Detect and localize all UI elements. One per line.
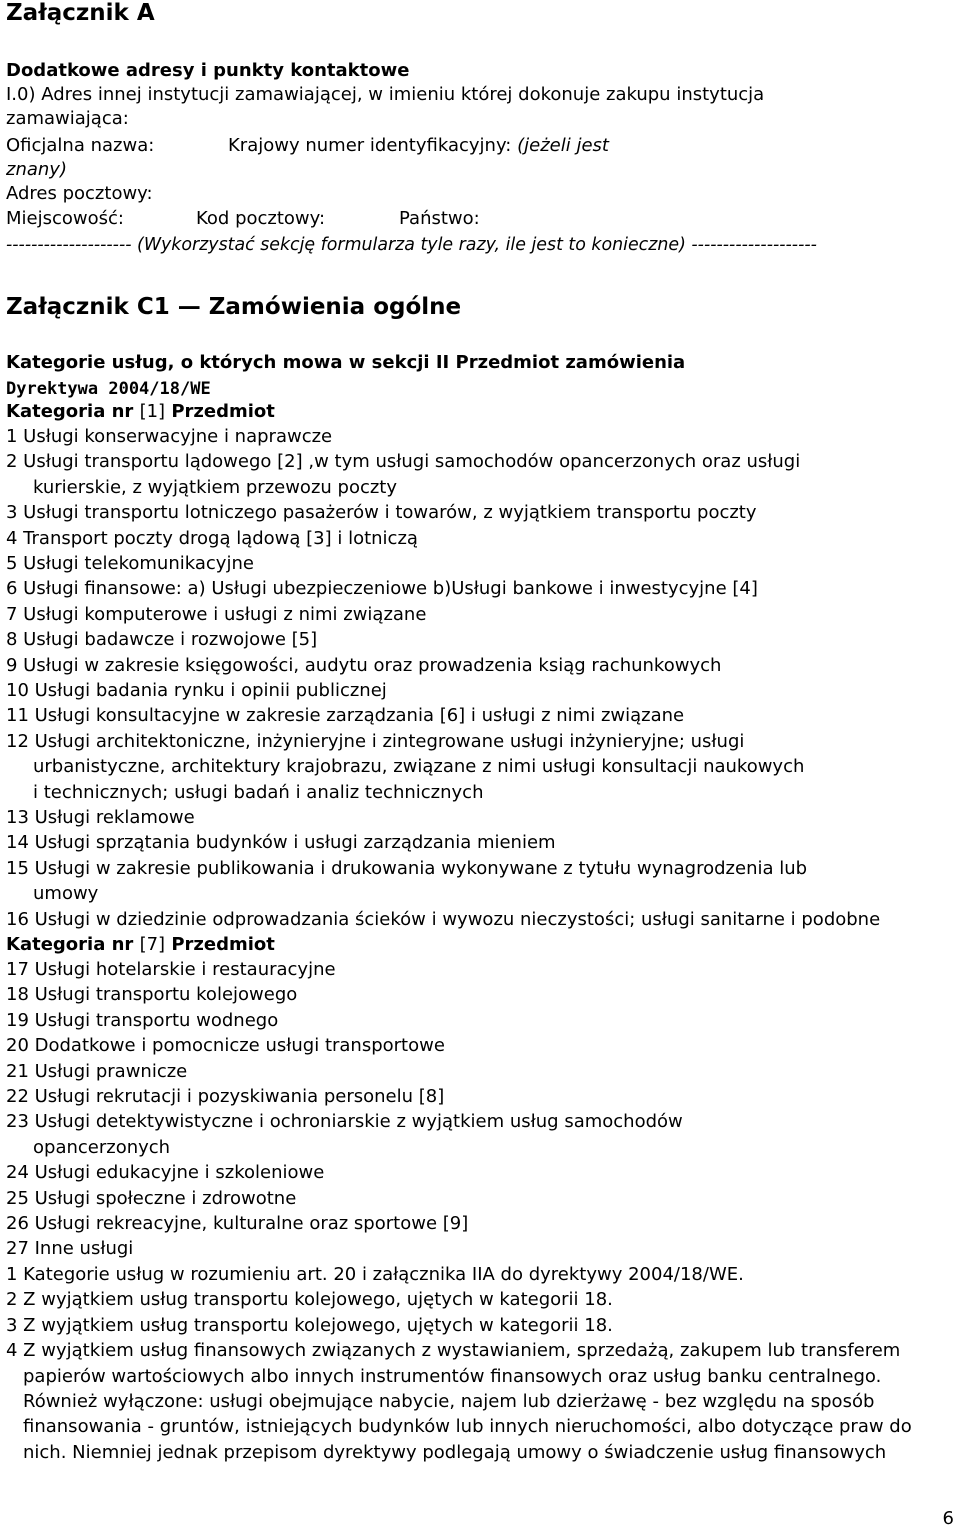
categories-heading: Kategorie usług, o których mowa w sekcji II Przedmiot zamówienia (6, 352, 686, 373)
list-item: 13 Usługi reklamowe (6, 807, 195, 828)
list-item: 10 Usługi badania rynku i opinii publicznej (6, 680, 387, 701)
footnote-line: 1 Kategorie usług w rozumieniu art. 20 i załącznika IIA do dyrektywy 2004/18/WE. (6, 1264, 744, 1285)
list-item: urbanistyczne, architektury krajobrazu, związane z nimi usługi konsultacji naukowych (33, 756, 805, 778)
list-item: 20 Dodatkowe i pomocnicze usługi transportowe (6, 1035, 445, 1057)
postal-code-label: Kod pocztowy: (196, 208, 326, 229)
directive-label: Dyrektywa 2004/18/WE (6, 379, 211, 399)
list-item: 26 Usługi rekreacyjne, kulturalne oraz sportowe [9] (6, 1213, 469, 1234)
list-item: 1 Usługi konserwacyjne i naprawcze (6, 426, 333, 447)
list-item: 18 Usługi transportu kolejowego (6, 984, 298, 1006)
list-item: 23 Usługi detektywistyczne i ochroniarskie z wyjątkiem usług samochodów (6, 1111, 683, 1133)
list-item: 14 Usługi sprzątania budynków i usługi zarządzania mieniem (6, 832, 556, 854)
list-item: 8 Usługi badawcze i rozwojowe [5] (6, 629, 318, 651)
list-item: 3 Usługi transportu lotniczego pasażerów i towarów, z wyjątkiem transportu poczty (6, 502, 757, 524)
category-header-2 (6, 934, 275, 956)
footnote-line: 4 Z wyjątkiem usług finansowych związanych z wystawianiem, sprzedażą, zakupem lub transferem (6, 1340, 901, 1362)
list-item: 7 Usługi komputerowe i usługi z nimi związane (6, 603, 427, 625)
list-item: 4 Transport poczty drogą lądową [3] i lotniczą (6, 527, 418, 549)
category-header-1 (6, 401, 275, 423)
list-item: 25 Usługi społeczne i zdrowotne (6, 1187, 297, 1209)
page-number: 6 (942, 1508, 954, 1529)
list-item: 16 Usługi w dziedzinie odprowadzania ścieków i wywozu nieczystości; usługi sanitarne i podobne (6, 908, 881, 930)
list-item: 12 Usługi architektoniczne, inżynieryjne i zintegrowane usługi inżynieryjne; usługi (6, 730, 745, 752)
postal-address-label: Adres pocztowy: (6, 183, 153, 204)
city-label: Miejscowość: (6, 208, 124, 229)
national-id-label (228, 135, 609, 157)
category-header-subject: Przedmiot (165, 401, 275, 422)
footnote-line: 2 Z wyjątkiem usług transportu kolejowego, ujętych w kategorii 18. (6, 1289, 613, 1311)
footnote-line: finansowania - gruntów, istniejących budynków lub innych nieruchomości, albo dotyczące praw do (23, 1416, 912, 1438)
category-header-label: Kategoria nr (6, 401, 140, 422)
section-i0-line1: I.0) Adres innej instytucji zamawiającej, w imieniu której dokonuje zakupu instytucja (6, 84, 765, 105)
if-known-note: (jeżeli jest (517, 135, 609, 156)
list-item: 11 Usługi konsultacyjne w zakresie zarządzania [6] i usługi z nimi związane (6, 705, 685, 727)
annex-c1-title: Załącznik C1 — Zamówienia ogólne (6, 294, 462, 320)
country-label: Państwo: (399, 208, 480, 229)
list-item: umowy (33, 883, 99, 905)
footnote-line: nich. Niemniej jednak przepisom dyrektywy podlegają umowy o świadczenie usług finansowych (23, 1441, 887, 1463)
repeat-section-note: -------------------- (Wykorzystać sekcję formularza tyle razy, ile jest to konieczne) -------------------- (6, 235, 817, 255)
list-item: 24 Usługi edukacyjne i szkoleniowe (6, 1162, 325, 1184)
list-item: kurierskie, z wyjątkiem przewozu poczty (33, 476, 398, 498)
footnote-line: 3 Z wyjątkiem usług transportu kolejowego, ujętych w kategorii 18. (6, 1314, 613, 1336)
category-header-subject: Przedmiot (165, 934, 275, 955)
category-header-label: Kategoria nr (6, 934, 140, 955)
official-name-label: Oficjalna nazwa: (6, 135, 155, 156)
list-item: i technicznych; usługi badań i analiz technicznych (33, 781, 484, 803)
list-item: 6 Usługi finansowe: a) Usługi ubezpieczeniowe b)Usługi bankowe i inwestycyjne [4] (6, 578, 758, 600)
list-item: 19 Usługi transportu wodnego (6, 1009, 279, 1031)
section-i0-line2: zamawiająca: (6, 108, 129, 129)
annex-a-heading: Dodatkowe adresy i punkty kontaktowe (6, 60, 410, 81)
category-header-ref: [1] (139, 401, 166, 422)
if-known-note-cont: znany) (6, 159, 67, 180)
list-item: 17 Usługi hotelarskie i restauracyjne (6, 959, 336, 980)
footnote-line: Również wyłączone: usługi obejmujące nabycie, najem lub dzierżawę - bez względu na sposób (23, 1391, 875, 1412)
list-item: opancerzonych (33, 1136, 171, 1158)
list-item: 2 Usługi transportu lądowego [2] ,w tym usługi samochodów opancerzonych oraz usługi (6, 451, 801, 473)
list-item: 5 Usługi telekomunikacyjne (6, 553, 254, 574)
list-item: 27 Inne usługi (6, 1238, 134, 1260)
list-item: 22 Usługi rekrutacji i pozyskiwania personelu [8] (6, 1086, 445, 1107)
list-item: 9 Usługi w zakresie księgowości, audytu oraz prowadzenia ksiąg rachunkowych (6, 654, 722, 676)
footnote-line: papierów wartościowych albo innych instrumentów finansowych oraz usług banku centralnego. (23, 1365, 882, 1387)
annex-a-title: Załącznik A (6, 0, 155, 26)
list-item: 21 Usługi prawnicze (6, 1060, 188, 1082)
category-header-ref: [7] (139, 934, 166, 955)
list-item: 15 Usługi w zakresie publikowania i drukowania wykonywane z tytułu wynagrodzenia lub (6, 857, 808, 879)
national-id-text: Krajowy numer identyfikacyjny: (228, 135, 512, 156)
